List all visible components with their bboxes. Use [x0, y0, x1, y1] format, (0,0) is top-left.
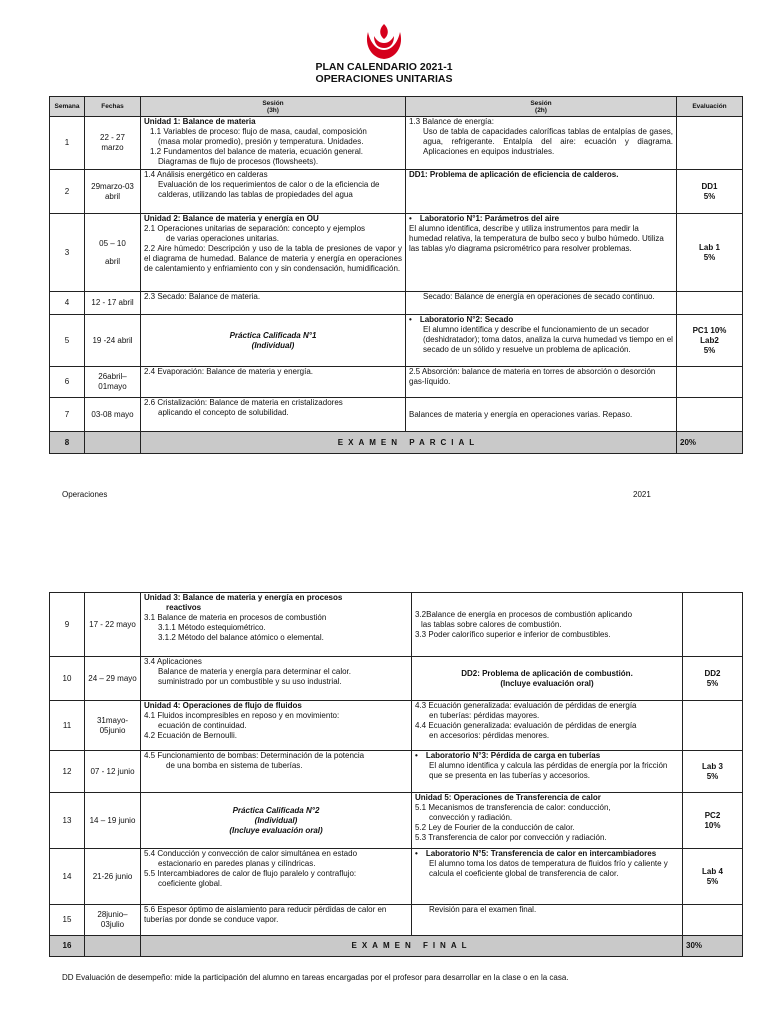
- university-logo: [362, 22, 406, 62]
- col-sesion-2h: Sesión (2h): [406, 97, 677, 117]
- table-row: 4 12 - 17 abril 2.3 Secado: Balance de materia. Secado: Balance de energía en operaciones de secado continuo.: [50, 292, 743, 315]
- table-row: 2 29marzo-03 abril 1.4 Análisis energético en calderas Evaluación de los requerimientos de calor o de la eficiencia de calderas, utilizando las tablas de propiedades del agua DD1: Problema de aplicación de eficiencia de calderos. DD1 5%: [50, 170, 743, 214]
- page-subtitle: OPERACIONES UNITARIAS: [315, 73, 453, 85]
- col-evaluacion: Evaluación: [677, 97, 743, 117]
- schedule-table-part2: [49, 592, 743, 957]
- table-row: 6 26abril– 01mayo 2.4 Evaporación: Balance de materia y energía. 2.5 Absorción: balance de materia en torres de absorción o desorción gas-líquido.: [50, 367, 743, 398]
- table-row: 10 24 – 29 mayo 3.4 Aplicaciones Balance de materia y energía para determinar el calor. suministrado por un combustible y su uso industrial. DD2: Problema de aplicación de combustión. (Incluye evaluación oral) DD2 5%: [50, 657, 743, 701]
- table-row: 5 19 -24 abril Práctica Calificada N°1 (Individual) • Laboratorio N°2: Secado El alumno identifica y describe el funcionamiento de un secador (deshidratador); toma datos, analiza la curva humedad vs tiempo en el secado de un sólido y resuelve un problema de aplicación. PC1 10% Lab2 5%: [50, 315, 743, 367]
- col-fechas: Fechas: [85, 97, 141, 117]
- footer-left-label: Operaciones: [62, 490, 108, 499]
- col-semana: Semana: [50, 97, 85, 117]
- footer-year: 2021: [633, 490, 651, 499]
- exam-row: 16 EXAMEN FINAL 30%: [50, 936, 743, 957]
- table-row: 7 03-08 mayo 2.6 Cristalización: Balance de materia en cristalizadores aplicando el concepto de solubilidad. Balances de materia y energía en operaciones varias. Repaso.: [50, 398, 743, 432]
- table-row: 12 07 - 12 junio 4.5 Funcionamiento de bombas: Determinación de la potencia de una bomba en sistema de tuberías. • Laboratorio N°3: Pérdida de carga en tuberías El alumno identifica y calcula las pérdidas de energía por la fricción que se presenta en las tuberías y accesorios. Lab 3 5%: [50, 751, 743, 793]
- table-row: 14 21-26 junio 5.4 Conducción y convección de calor simultánea en estado estacionario en paredes planas y cilíndricas. 5.5 Intercambiadores de calor de flujo paralelo y contraflujo: coeficiente global. • Laboratorio N°5: Transferencia de calor en intercambiadores El alumno toma los datos de temperatura de fluidos frío y caliente y calcula el coeficiente global de transferencia de calor. Lab 4 5%: [50, 849, 743, 905]
- table-row: 13 14 – 19 junio Práctica Calificada N°2 (Individual) (Incluye evaluación oral) Unidad 5: Operaciones de Transferencia de calor 5.1 Mecanismos de transferencia de calor: conducción, convección y radiación. 5.2 Ley de Fourier de la conducción de calor. 5.3 Transferencia de calor por convección y radiación. PC2 10%: [50, 793, 743, 849]
- schedule-table-part1: [49, 96, 743, 454]
- col-sesion-3h: Sesión (3h): [141, 97, 406, 117]
- table-row: 3 05 – 10 abril Unidad 2: Balance de materia y energía en OU 2.1 Operaciones unitarias de separación: concepto y ejemplos de varias operaciones unitarias. 2.2 Aire húmedo: Descripción y uso de la tabla de presiones de vapor y el diagrama de humedad. Balance de materia y energía en operaciones de calentamiento y enfriamiento con y sin condensación, humidificación. • Laboratorio N°1: Parámetros del aire El alumno identifica, describe y utiliza instrumentos para medir la humedad relativa, la temperatura de bulbo seco y bulbo húmedo. Utiliza las tablas y/o diagrama psicrométrico para resolver problemas. Lab 1 5%: [50, 214, 743, 292]
- table-row: 11 31mayo- 05junio Unidad 4: Operaciones de flujo de fluidos 4.1 Fluidos incompresibles en reposo y en movimiento: ecuación de continuidad. 4.2 Ecuación de Bernoulli. 4.3 Ecuación generalizada: evaluación de pérdidas de energía en tuberías: pérdidas mayores. 4.4 Ecuación generalizada: evaluación de pérdidas de energía en accesorios: pérdidas menores.: [50, 701, 743, 751]
- table-row: 15 28junio– 03julio 5.6 Espesor óptimo de aislamiento para reducir pérdidas de calor en tuberías por donde se conduce vapor. Revisión para el examen final.: [50, 905, 743, 936]
- table-row: 1 22 - 27 marzo Unidad 1: Balance de materia 1.1 Variables de proceso: flujo de masa, caudal, composición (masa molar promedio), presión y temperatura. Unidades. 1.2 Fundamentos del balance de materia, ecuación general. Diagramas de flujo de procesos (flowsheets). 1.3 Balance de energía: Uso de tabla de capacidades caloríficas tablas de entalpías de gases, agua, refrigerante. Entalpía del aire: ecuación y diagrama. Aplicaciones en equipos industriales.: [50, 117, 743, 170]
- page-title: PLAN CALENDARIO 2021-1: [315, 61, 453, 73]
- table-row: 9 17 - 22 mayo Unidad 3: Balance de materia y energía en procesos reactivos 3.1 Balance de materia en procesos de combustión 3.1.1 Método estequiométrico. 3.1.2 Método del balance atómico o elemental. 3.2Balance de energía en procesos de combustión aplicando las tablas sobre calores de combustión. 3.3 Poder calorífico superior e inferior de combustibles.: [50, 593, 743, 657]
- exam-row: 8 EXAMEN PARCIAL 20%: [50, 432, 743, 454]
- footnote: DD Evaluación de desempeño: mide la participación del alumno en tareas encargadas por el profesor para desarrollar en la clase o en la casa.: [62, 973, 569, 982]
